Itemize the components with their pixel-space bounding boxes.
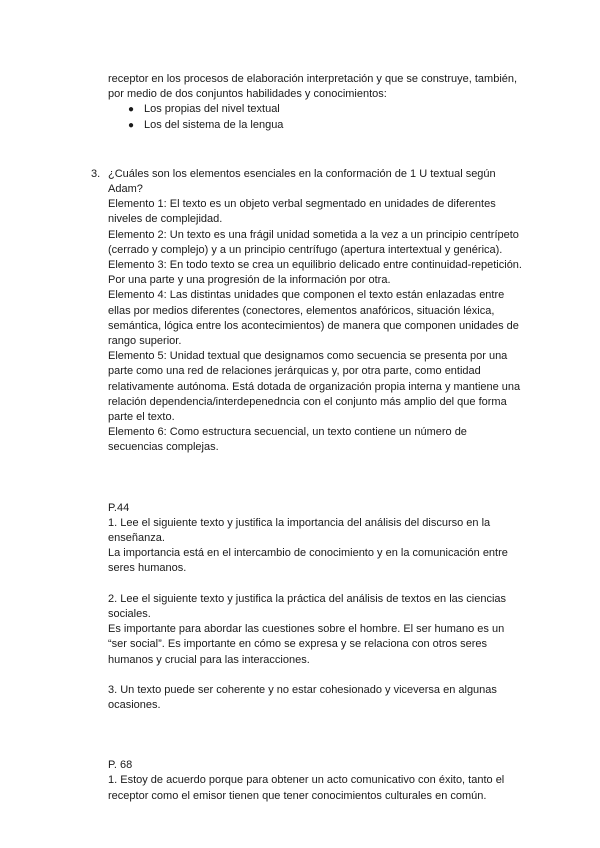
text-line: humanos y crucial para las interacciones. bbox=[108, 653, 310, 666]
answer-line: Elemento 3: En todo texto se crea un equilibrio delicado entre continuidad-repetición. bbox=[108, 259, 522, 272]
answer-line: parte el texto. bbox=[108, 411, 175, 424]
text-line: seres humanos. bbox=[108, 562, 187, 575]
text-line: ocasiones. bbox=[108, 698, 161, 711]
question-number: 3. bbox=[91, 167, 101, 180]
text-line: 2. Lee el siguiente texto y justifica la práctica del análisis de textos en las ciencias bbox=[108, 592, 507, 605]
answer-line: semántica, lógica entre los acontecimientos) de manera que componen unidades de bbox=[108, 319, 519, 332]
intro-line: receptor en los procesos de elaboración interpretación y que se construye, también, bbox=[108, 73, 518, 85]
section-heading: P. 68 bbox=[108, 759, 133, 772]
page-content bbox=[91, 72, 523, 804]
section-p68 bbox=[108, 758, 523, 804]
bullet-item bbox=[108, 118, 523, 133]
text-line: 3. Un texto puede ser coherente y no estar cohesionado y viceversa en algunas bbox=[108, 683, 497, 696]
answer-line: Por una parte y una progresión de la información por otra. bbox=[108, 274, 391, 287]
text-line: Es importante para abordar las cuestiones sobre el hombre. El ser humano es un bbox=[108, 623, 505, 636]
answer-line: Elemento 6: Como estructura secuencial, un texto contiene un número de bbox=[108, 426, 467, 439]
section-heading: P.44 bbox=[108, 501, 130, 514]
bullet-dot-icon: ● bbox=[128, 104, 135, 116]
question-line: Adam? bbox=[108, 183, 143, 196]
text-line: 1. Estoy de acuerdo porque para obtener un acto comunicativo con éxito, tanto el bbox=[108, 774, 505, 787]
question-3 bbox=[91, 167, 523, 456]
text-line: 1. Lee el siguiente texto y justifica la importancia del análisis del discurso en la bbox=[108, 516, 491, 529]
intro-line: por medio de dos conjuntos habilidades y conocimientos: bbox=[108, 88, 387, 101]
bullet-item bbox=[108, 102, 523, 117]
answer-line: rango superior. bbox=[108, 335, 182, 348]
question-line: ¿Cuáles son los elementos esenciales en la conformación de 1 U textual según bbox=[108, 167, 496, 180]
text-line: “ser social”. Es importante en cómo se expresa y se relaciona con otros seres bbox=[108, 638, 488, 651]
text-line: receptor como el emisor tienen que tener conocimientos culturales en común. bbox=[108, 789, 487, 802]
answer-line: Elemento 5: Unidad textual que designamos como secuencia se presenta por una bbox=[108, 350, 508, 363]
answer-line: Elemento 1: El texto es un objeto verbal segmentado en unidades de diferentes bbox=[108, 198, 496, 211]
answer-line: secuencias complejas. bbox=[108, 441, 219, 454]
answer-line: Elemento 4: Las distintas unidades que componen el texto están enlazadas entre bbox=[108, 289, 505, 302]
section-p44 bbox=[108, 501, 523, 713]
answer-line: relativamente autónoma. Está dotada de organización propia interna y mantiene una bbox=[108, 380, 521, 393]
answer-line: niveles de complejidad. bbox=[108, 213, 223, 226]
bullet-text: Los propias del nivel textual bbox=[144, 103, 280, 116]
answer-line: ellas por medios diferentes (conectores, elementos anafóricos, situación léxica, bbox=[108, 304, 495, 317]
answer-line: Elemento 2: Un texto es una frágil unidad sometida a la vez a un principio centrípeto bbox=[108, 228, 519, 241]
bullet-list bbox=[108, 102, 523, 132]
answer-line: parte como una red de relaciones jerárquicas y, por otra parte, como entidad bbox=[108, 365, 481, 378]
answer-line: (cerrado y complejo) y a un principio centrífugo (apertura intertextual y genérica). bbox=[108, 243, 503, 256]
bullet-text: Los del sistema de la lengua bbox=[144, 118, 284, 131]
bullet-dot-icon: ● bbox=[128, 119, 135, 131]
text-line: La importancia está en el intercambio de conocimiento y en la comunicación entre bbox=[108, 547, 508, 560]
answer-line: relación dependencia/interdepenedncia con el conjunto más amplio del que forma bbox=[108, 395, 507, 408]
text-line: enseñanza. bbox=[108, 532, 165, 545]
text-line: sociales. bbox=[108, 607, 151, 620]
